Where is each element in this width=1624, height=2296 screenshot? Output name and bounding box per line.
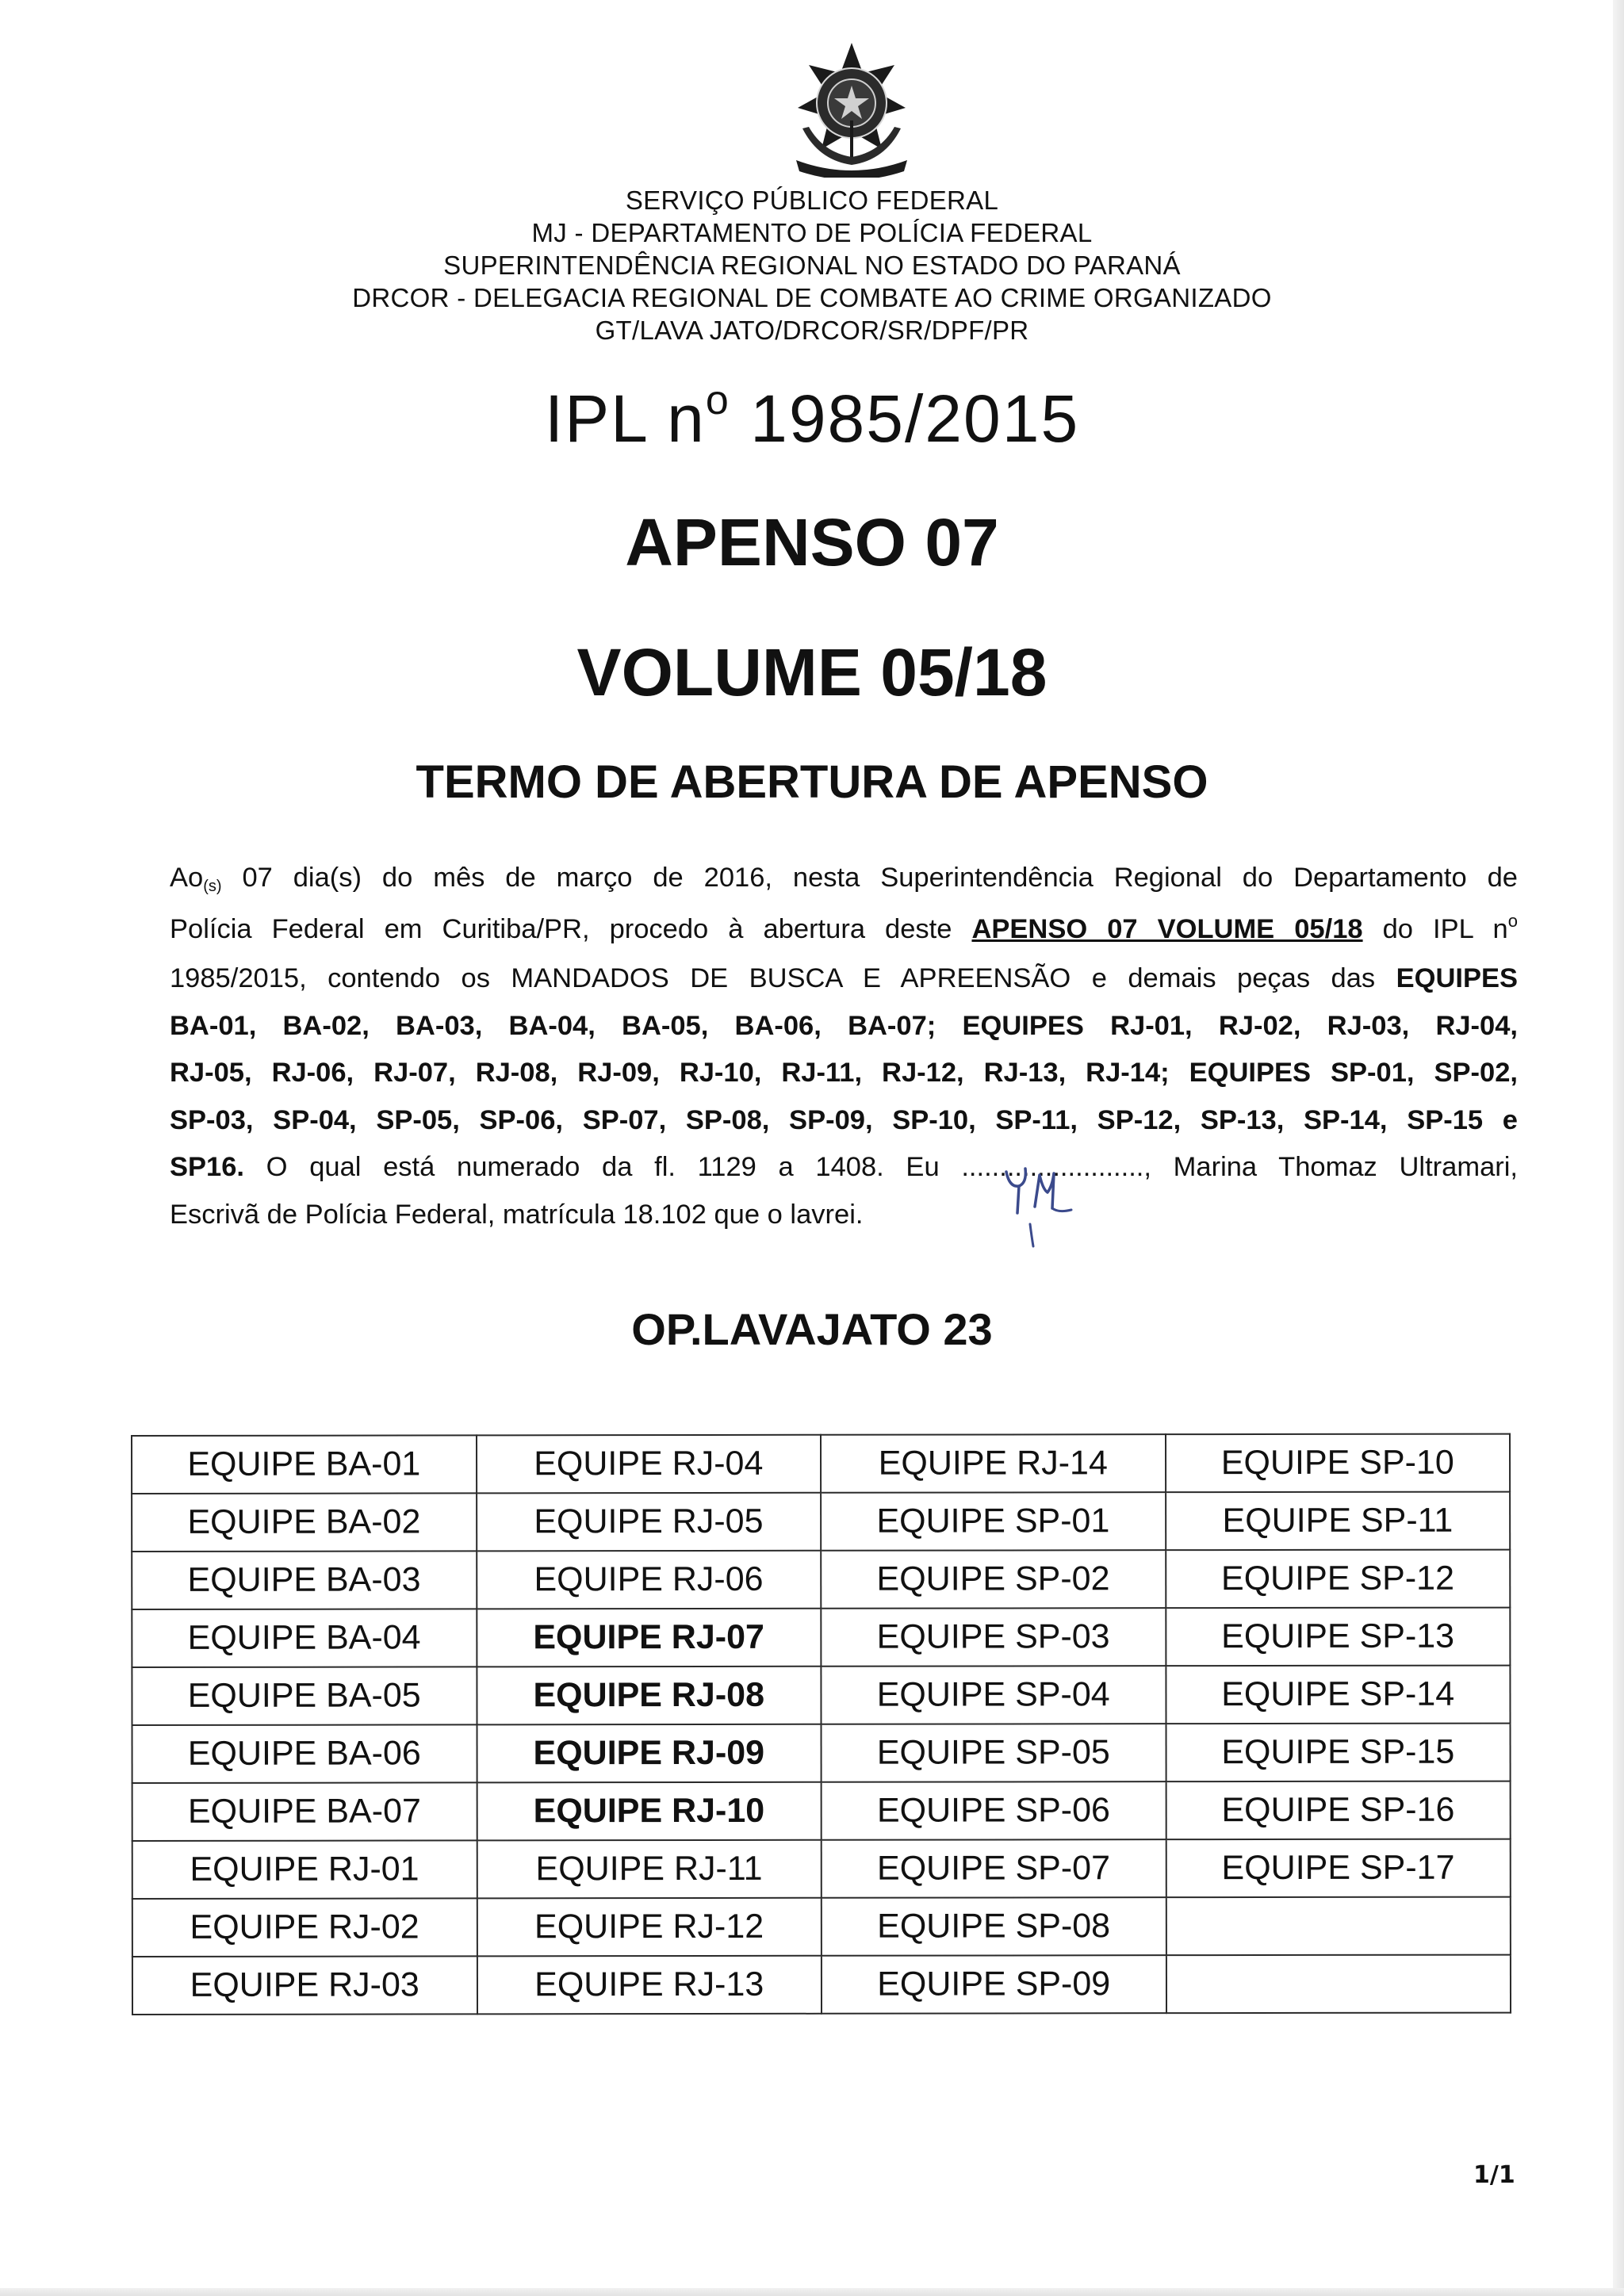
termo-title: TERMO DE ABERTURA DE APENSO: [416, 756, 1208, 808]
table-cell: EQUIPE SP-01: [821, 1492, 1166, 1551]
paragraph-line-4: BA-01, BA-02, BA-03, BA-04, BA-05, BA-06, BA-07; EQUIPES RJ-01, RJ-02, RJ-03, RJ-04,: [170, 1010, 1518, 1041]
table-cell: EQUIPE SP-08: [822, 1897, 1166, 1956]
table-cell: EQUIPE SP-16: [1166, 1781, 1511, 1840]
table-cell: [1166, 1955, 1511, 2014]
text-equipes: EQUIPES: [1396, 963, 1518, 993]
table-row: [132, 1781, 1511, 1841]
table-cell: EQUIPE SP-09: [822, 1955, 1166, 2014]
text-ao: Ao: [170, 863, 204, 893]
volume-title: VOLUME 05/18: [576, 635, 1048, 710]
table-cell: EQUIPE SP-04: [821, 1666, 1166, 1724]
opening-term-paragraph: [170, 855, 1518, 1238]
table-cell: EQUIPE RJ-12: [477, 1898, 822, 1957]
paragraph-line-3: [170, 955, 1518, 1003]
ipl-superscript: o: [705, 377, 730, 423]
table-cell: EQUIPE BA-04: [132, 1609, 477, 1667]
apenso-title: APENSO 07: [625, 505, 999, 580]
paragraph-line-8: Escrivã de Polícia Federal, matrícula 18.102 que o lavrei.: [170, 1199, 864, 1230]
table-cell: EQUIPE RJ-01: [132, 1840, 477, 1899]
table-cell: [1166, 1897, 1511, 1956]
header-line-superintendence: SUPERINTENDÊNCIA REGIONAL NO ESTADO DO PARANÁ: [443, 251, 1181, 280]
table-cell: EQUIPE SP-06: [822, 1781, 1166, 1840]
table-cell: EQUIPE RJ-07: [477, 1609, 822, 1667]
page-number: 1/1: [1473, 2161, 1515, 2189]
handwritten-signature: [995, 1158, 1090, 1253]
table-cell: EQUIPE BA-07: [132, 1782, 477, 1841]
text-ipl-superscript: o: [1507, 910, 1518, 931]
table-cell: EQUIPE RJ-02: [132, 1898, 477, 1957]
text-ao-subscript: (s): [203, 878, 222, 895]
ipl-title: [0, 379, 1624, 458]
table-cell: EQUIPE SP-03: [821, 1608, 1166, 1667]
table-cell: EQUIPE RJ-08: [477, 1667, 822, 1725]
table-cell: EQUIPE RJ-10: [477, 1782, 822, 1841]
table-row: [132, 1724, 1511, 1783]
table-cell: EQUIPE SP-14: [1166, 1666, 1511, 1724]
table-cell: EQUIPE SP-05: [822, 1724, 1166, 1782]
table-cell: EQUIPE SP-13: [1166, 1608, 1511, 1667]
table-cell: EQUIPE RJ-04: [477, 1435, 822, 1494]
table-cell: EQUIPE SP-11: [1166, 1492, 1511, 1551]
brazil-coat-of-arms-icon: [787, 41, 917, 178]
table-cell: EQUIPE RJ-13: [477, 1956, 822, 2015]
signature-dots: ........................: [961, 1152, 1144, 1182]
paragraph-line-6: SP-03, SP-04, SP-05, SP-06, SP-07, SP-08, SP-09, SP-10, SP-11, SP-12, SP-13, SP-14, SP-15 e: [170, 1104, 1518, 1135]
header-line-service: SERVIÇO PÚBLICO FEDERAL: [625, 186, 999, 215]
text-procedure: Polícia Federal em Curitiba/PR, procedo à abertura deste: [170, 913, 972, 944]
table-row: [132, 1550, 1510, 1609]
teams-table: [131, 1433, 1511, 2015]
table-cell: EQUIPE BA-01: [132, 1435, 477, 1494]
text-contents: 1985/2015, contendo os MANDADOS DE BUSCA E APREENSÃO e demais peças das: [170, 963, 1396, 993]
table-cell: EQUIPE RJ-09: [477, 1724, 822, 1783]
header-block: [0, 184, 1624, 346]
table-cell: EQUIPE RJ-14: [821, 1434, 1166, 1493]
table-row: [132, 1666, 1510, 1725]
table-row: [132, 1839, 1511, 1899]
table-cell: EQUIPE BA-06: [132, 1724, 477, 1783]
table-row: [132, 1492, 1510, 1552]
text-ipl-ref: do IPL n: [1362, 913, 1508, 944]
table-cell: EQUIPE SP-12: [1166, 1550, 1511, 1609]
table-cell: EQUIPE RJ-11: [477, 1840, 822, 1899]
table-cell: EQUIPE BA-02: [132, 1493, 477, 1552]
paragraph-line-7: [170, 1144, 1518, 1192]
table-cell: EQUIPE BA-03: [132, 1551, 477, 1609]
paragraph-line-5: RJ-05, RJ-06, RJ-07, RJ-08, RJ-09, RJ-10, RJ-11, RJ-12, RJ-13, RJ-14; EQUIPES SP-01, SP-02,: [170, 1058, 1518, 1088]
paragraph-line-2: [170, 906, 1518, 956]
table-row: [132, 1434, 1510, 1494]
text-sp16: SP16.: [170, 1152, 244, 1182]
header-line-delegacia: DRCOR - DELEGACIA REGIONAL DE COMBATE AO CRIME ORGANIZADO: [352, 283, 1272, 312]
table-cell: EQUIPE BA-05: [132, 1667, 477, 1725]
page-bottom-edge: [0, 2288, 1624, 2296]
table-cell: EQUIPE SP-15: [1166, 1724, 1511, 1782]
table-cell: EQUIPE SP-17: [1166, 1839, 1511, 1898]
text-numbering: O qual está numerado da fl. 1129 a 1408. Eu: [243, 1152, 962, 1182]
header-line-unit: GT/LAVA JATO/DRCOR/SR/DPF/PR: [595, 316, 1029, 345]
table-cell: EQUIPE RJ-05: [477, 1493, 822, 1552]
table-cell: EQUIPE SP-10: [1166, 1434, 1511, 1493]
paragraph-line-1: [170, 855, 1518, 906]
table-row: [132, 1955, 1511, 2015]
text-apenso-volume: APENSO 07 VOLUME 05/18: [971, 913, 1363, 944]
table-cell: EQUIPE RJ-03: [132, 1956, 477, 2015]
text-clerk-name: , Marina Thomaz Ultramari,: [1143, 1152, 1518, 1182]
table-cell: EQUIPE SP-02: [821, 1550, 1166, 1609]
ipl-prefix: IPL n: [544, 381, 706, 456]
text-date: 07 dia(s) do mês de março de 2016, nesta Superintendência Regional do Departamento de: [221, 863, 1518, 893]
table-row: [132, 1897, 1511, 1957]
table-cell: EQUIPE RJ-06: [477, 1551, 822, 1609]
header-line-department: MJ - DEPARTAMENTO DE POLÍCIA FEDERAL: [531, 218, 1093, 247]
table-row: [132, 1608, 1510, 1667]
operation-title: OP.LAVAJATO 23: [631, 1304, 993, 1354]
ipl-number: 1985/2015: [730, 381, 1080, 456]
table-cell: EQUIPE SP-07: [822, 1839, 1166, 1898]
